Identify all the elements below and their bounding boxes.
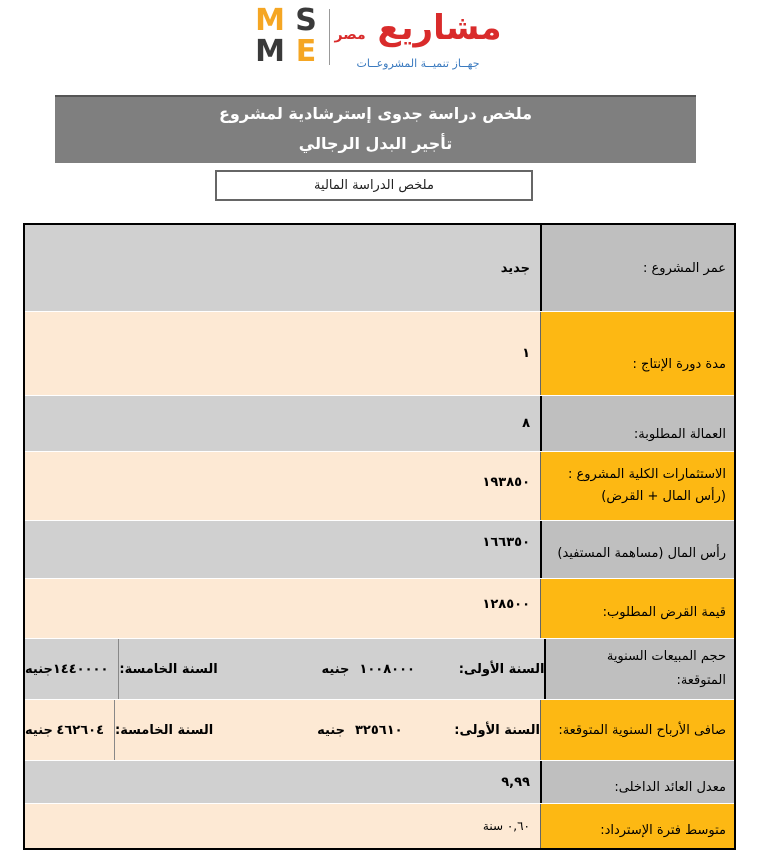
logo-letter: E [295, 34, 317, 69]
row-label: صافى الأرباح السنوية المتوقعة: [540, 700, 734, 760]
row-value: ١٩٣٨٥٠ [25, 452, 540, 520]
row-label: مدة دورة الإنتاج : [540, 312, 734, 395]
row-label: حجم المبيعات السنوية المتوقعة: [544, 639, 734, 699]
financial-summary-table [23, 223, 736, 850]
profits-year1-value: ٣٢٥٦١٠ [355, 722, 403, 738]
sales-year5-cell [25, 639, 119, 699]
logo-divider [329, 9, 330, 65]
sales-year1-cell [349, 639, 544, 699]
sales-currency-5: جنيه [25, 661, 53, 677]
sales-currency-1: جنيه [321, 661, 350, 677]
table-row-irr [25, 761, 734, 804]
logo-letter: S [295, 3, 317, 38]
brand-main-text: مشاريع [377, 8, 502, 48]
brand-name [334, 5, 502, 53]
logo-letter: M [255, 3, 285, 38]
table-row [25, 452, 734, 521]
profits-currency-1: جنيه [317, 722, 345, 738]
profits-year1-cell [345, 700, 540, 760]
row-value: ٩,٩٩ [25, 761, 540, 803]
table-row [25, 396, 734, 452]
profits-year5-cell [25, 700, 115, 760]
row-value: ٨ [25, 396, 540, 451]
table-row-profits [25, 700, 734, 761]
row-label: عمر المشروع : [540, 225, 734, 311]
row-value [25, 700, 540, 760]
row-value: ١ [25, 312, 540, 395]
sales-year1-value: ١٠٠٨٠٠٠ [359, 661, 415, 677]
row-value: جديد [25, 225, 540, 311]
row-label: قيمة القرض المطلوب: [540, 579, 734, 638]
brand-subtitle: جهــاز تنميــة المشروعــات [356, 57, 480, 70]
table-row-sales [25, 639, 734, 700]
row-value [25, 639, 544, 699]
row-label: العمالة المطلوبة: [540, 396, 734, 451]
sales-year5-label: السنة الخامسة: [119, 661, 218, 677]
row-label: متوسط فترة الإسترداد: [540, 804, 734, 848]
row-value: ١٦٦٣٥٠ [25, 521, 540, 578]
row-label: معدل العائد الداخلى: [540, 761, 734, 803]
table-row [25, 225, 734, 312]
brand-tag-text: مصر [334, 27, 366, 43]
profits-year5-value: ٤٦٢٦٠٤ [56, 722, 104, 738]
table-row-payback [25, 804, 734, 848]
section-subtitle: ملخص الدراسة المالية [215, 170, 533, 201]
row-label: الاستثمارات الكلية المشروع : (رأس المال + القرض) [540, 452, 734, 520]
row-label: رأس المال (مساهمة المستفيد) [540, 521, 734, 578]
sales-mid-cell [119, 639, 349, 699]
title-line-2: تأجير البدل الرجالي [298, 134, 453, 153]
msme-logo-mark [252, 5, 324, 67]
title-banner [55, 95, 696, 163]
table-row [25, 579, 734, 639]
profits-year5-label: السنة الخامسة: [115, 722, 214, 738]
row-value: ١٢٨٥٠٠ [25, 579, 540, 638]
table-row [25, 312, 734, 396]
sales-year5-value: ١٤٤٠٠٠٠ [52, 661, 109, 677]
table-row [25, 521, 734, 579]
logo-letter: M [255, 34, 285, 69]
logo [252, 5, 504, 73]
row-value: ٠,٦٠ سنة [25, 804, 540, 848]
title-line-1: ملخص دراسة جدوى إسترشادية لمشروع [218, 104, 532, 123]
profits-currency-5: جنيه [25, 722, 53, 738]
profits-mid-cell [115, 700, 345, 760]
sales-year1-label: السنة الأولى: [458, 661, 545, 677]
profits-year1-label: السنة الأولى: [454, 722, 540, 738]
